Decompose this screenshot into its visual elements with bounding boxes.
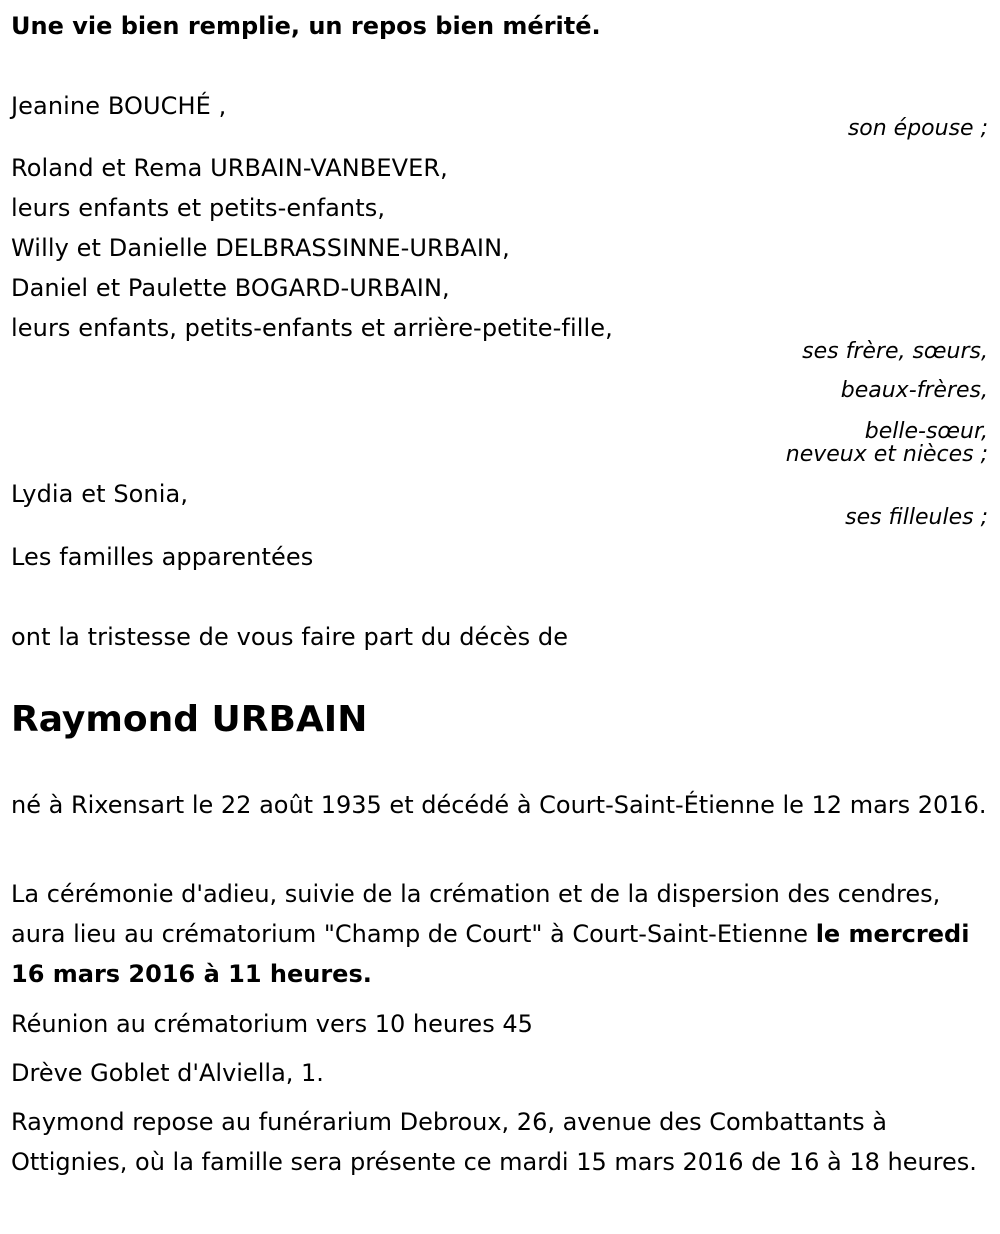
- goddaughters-name: Lydia et Sonia,: [11, 480, 189, 508]
- announcement-intro: ont la tristesse de vous faire part du décès de: [11, 623, 569, 651]
- sibling-line: leurs enfants et petits-enfants,: [11, 194, 386, 222]
- birth-death-info: né à Rixensart le 22 août 1935 et décédé à Court-Saint-Étienne le 12 mars 2016.: [11, 791, 987, 819]
- sibling-role: belle-sœur,: [864, 419, 988, 444]
- goddaughters-role: ses filleules ;: [845, 505, 988, 530]
- ceremony-date: le mercredi 16 mars 2016 à 11 heures.: [11, 920, 970, 988]
- sibling-line: Willy et Danielle DELBRASSINNE-URBAIN,: [11, 234, 510, 262]
- spouse-role: son épouse ;: [847, 116, 988, 141]
- visitation-info: Raymond repose au funérarium Debroux, 26, avenue des Combattants à Ottignies, où la famille sera présente ce mardi 15 mars 2016 de 16 à 18 heures.: [11, 1108, 977, 1176]
- relatives-line: Les familles apparentées: [11, 543, 314, 571]
- sibling-role: ses frère, sœurs,: [802, 339, 988, 364]
- sibling-line: leurs enfants, petits-enfants et arrière-petite-fille,: [11, 314, 613, 342]
- meeting-info: Réunion au crématorium vers 10 heures 45: [11, 1010, 533, 1038]
- sibling-role: beaux-frères,: [840, 378, 988, 403]
- sibling-role: neveux et nièces ;: [785, 442, 988, 467]
- heading-epitaph: Une vie bien remplie, un repos bien mérité.: [11, 12, 601, 40]
- sibling-line: Roland et Rema URBAIN-VANBEVER,: [11, 154, 448, 182]
- spouse-name: Jeanine BOUCHÉ ,: [11, 92, 227, 120]
- ceremony-text: La cérémonie d'adieu, suivie de la crémation et de la dispersion des cendres, aura lieu au crématorium "Champ de Court" à Court-Saint-Etienne: [11, 880, 941, 948]
- deceased-name: Raymond URBAIN: [11, 699, 368, 740]
- sibling-line: Daniel et Paulette BOGARD-URBAIN,: [11, 274, 450, 302]
- ceremony-info: [11, 874, 996, 994]
- address-info: Drève Goblet d'Alviella, 1.: [11, 1059, 324, 1087]
